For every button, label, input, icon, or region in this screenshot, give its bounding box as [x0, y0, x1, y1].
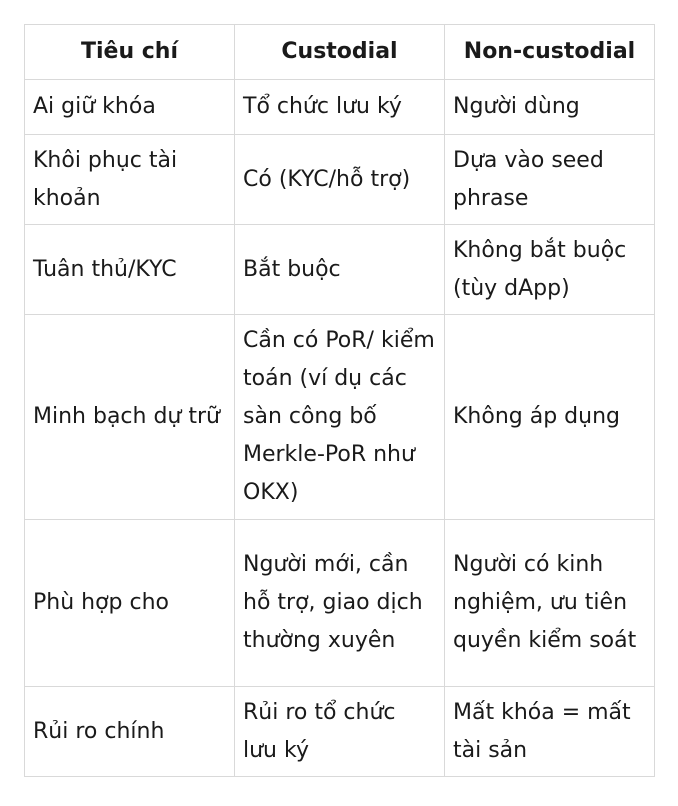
criteria-cell: Khôi phục tài khoản — [25, 135, 235, 225]
table-header — [25, 25, 655, 80]
criteria-cell: Phù hợp cho — [25, 520, 235, 687]
header-criteria: Tiêu chí — [25, 25, 235, 80]
table-row — [25, 135, 655, 225]
non-custodial-cell: Không áp dụng — [445, 315, 655, 520]
criteria-cell: Rủi ro chính — [25, 687, 235, 777]
comparison-table — [24, 24, 655, 777]
custodial-cell: Người mới, cần hỗ trợ, giao dịch thường xuyên — [235, 520, 445, 687]
criteria-cell: Minh bạch dự trữ — [25, 315, 235, 520]
criteria-cell: Tuân thủ/KYC — [25, 225, 235, 315]
non-custodial-cell: Dựa vào seed phrase — [445, 135, 655, 225]
custodial-cell: Tổ chức lưu ký — [235, 80, 445, 135]
table-body — [25, 80, 655, 777]
non-custodial-cell: Người dùng — [445, 80, 655, 135]
table-row — [25, 520, 655, 687]
header-custodial: Custodial — [235, 25, 445, 80]
custodial-cell: Cần có PoR/ kiểm toán (ví dụ các sàn công bố Merkle-PoR như OKX) — [235, 315, 445, 520]
table-row — [25, 225, 655, 315]
custodial-cell: Có (KYC/hỗ trợ) — [235, 135, 445, 225]
non-custodial-cell: Không bắt buộc (tùy dApp) — [445, 225, 655, 315]
criteria-cell: Ai giữ khóa — [25, 80, 235, 135]
custodial-cell: Bắt buộc — [235, 225, 445, 315]
table-row — [25, 687, 655, 777]
header-non-custodial: Non-custodial — [445, 25, 655, 80]
header-row — [25, 25, 655, 80]
table-row — [25, 80, 655, 135]
non-custodial-cell: Người có kinh nghiệm, ưu tiên quyền kiểm soát — [445, 520, 655, 687]
table-row — [25, 315, 655, 520]
custodial-cell: Rủi ro tổ chức lưu ký — [235, 687, 445, 777]
non-custodial-cell: Mất khóa = mất tài sản — [445, 687, 655, 777]
